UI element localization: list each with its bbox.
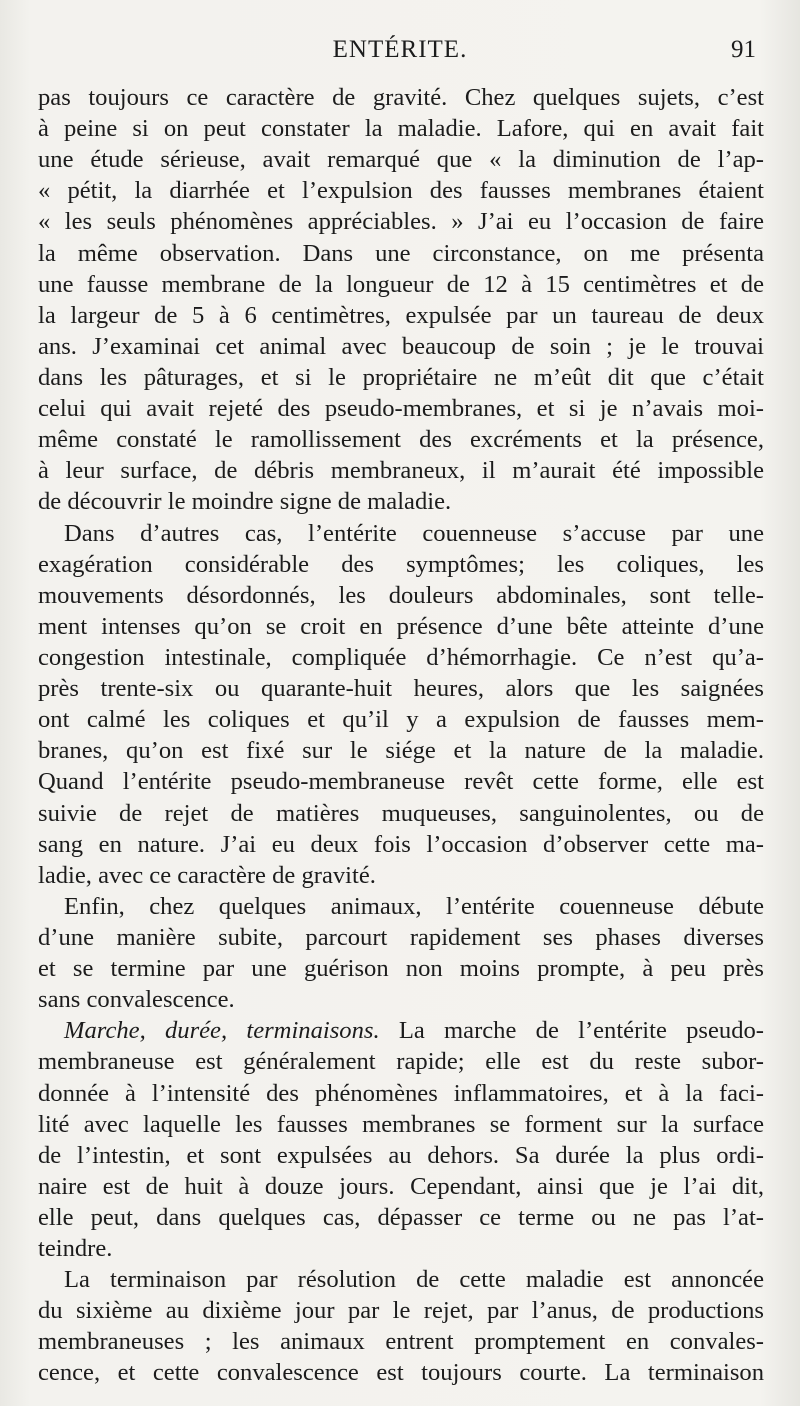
text-line: une étude sérieuse, avait remarqué que « la diminution de l’ap- [38, 146, 764, 174]
text-line: branes, qu’on est fixé sur le siége et la nature de la maladie. [38, 737, 764, 765]
text-line: ans. J’examinai cet animal avec beaucoup de soin ; je le trouvai [38, 332, 764, 360]
text-line: Enfin, chez quelques animaux, l’entérite couenneuse débute [64, 892, 764, 920]
text-line: membraneuse est généralement rapide; elle est du reste subor- [38, 1048, 764, 1076]
page-number: 91 [731, 36, 756, 63]
text-line: Quand l’entérite pseudo-membraneuse revêt cette forme, elle est [38, 768, 764, 796]
text-line: « les seuls phénomènes appréciables. » J’ai eu l’occasion de faire [38, 208, 764, 236]
text-line: celui qui avait rejeté des pseudo-membranes, et si je n’avais moi- [38, 395, 764, 423]
text-line: même constaté le ramollissement des excréments et la présence, [38, 426, 764, 454]
text-line: Marche, durée, terminaisons. La marche de l’entérite pseudo- [64, 1017, 764, 1045]
text-line: lité avec laquelle les fausses membranes se forment sur la surface [38, 1110, 764, 1138]
text-line: teindre. [38, 1235, 113, 1263]
running-head [0, 30, 800, 70]
text-line: de découvrir le moindre signe de maladie. [38, 488, 452, 516]
text-line: elle peut, dans quelques cas, dépasser ce terme ou ne pas l’at- [38, 1203, 764, 1231]
text-line: membraneuses ; les animaux entrent promptement en convales- [38, 1328, 764, 1356]
text-line: à leur surface, de débris membraneux, il m’aurait été impossible [38, 457, 764, 485]
text-line: donnée à l’intensité des phénomènes inflammatoires, et à la faci- [38, 1079, 764, 1107]
text-line: près trente-six ou quarante-huit heures, alors que les saignées [38, 675, 764, 703]
text-line: congestion intestinale, compliquée d’hémorrhagie. Ce n’est qu’a- [38, 643, 764, 671]
text-line: sang en nature. J’ai eu deux fois l’occasion d’observer cette ma- [38, 830, 764, 858]
body-text [38, 82, 764, 1389]
text-line: à peine si on peut constater la maladie. Lafore, qui en avait fait [38, 115, 764, 143]
text-line: dans les pâturages, et si le propriétaire ne m’eût dit que c’était [38, 363, 764, 391]
text-line: suivie de rejet de matières muqueuses, sanguinolentes, ou de [38, 799, 764, 827]
text-line: La terminaison par résolution de cette maladie est annoncée [64, 1266, 764, 1294]
italic-run-in-heading: Marche, durée, terminaisons. [64, 1017, 380, 1045]
text-line: naire est de huit à douze jours. Cependant, ainsi que je l’ai dit, [38, 1172, 764, 1200]
text-line: et se termine par une guérison non moins prompte, à peu près [38, 955, 764, 983]
text-line: d’une manière subite, parcourt rapidement ses phases diverses [38, 923, 764, 951]
text-line: la largeur de 5 à 6 centimètres, expulsée par un taureau de deux [38, 301, 764, 329]
running-title: ENTÉRITE. [332, 36, 468, 63]
text-line: mouvements désordonnés, les douleurs abdominales, sont telle- [38, 581, 764, 609]
text-line: ladie, avec ce caractère de gravité. [38, 861, 376, 889]
text-line: de l’intestin, et sont expulsées au dehors. Sa durée la plus ordi- [38, 1141, 764, 1169]
text-line: une fausse membrane de la longueur de 12 à 15 centimètres et de [38, 270, 764, 298]
text-line: la même observation. Dans une circonstance, on me présenta [38, 239, 764, 267]
text-line: « pétit, la diarrhée et l’expulsion des fausses membranes étaient [38, 177, 764, 205]
text-line: du sixième au dixième jour par le rejet, par l’anus, de productions [38, 1297, 764, 1325]
text-line: exagération considérable des symptômes; les coliques, les [38, 550, 764, 578]
text-line: ment intenses qu’on se croit en présence d’une bête atteinte d’une [38, 612, 764, 640]
text-line: cence, et cette convalescence est toujours courte. La terminaison [38, 1359, 764, 1387]
text-line: pas toujours ce caractère de gravité. Chez quelques sujets, c’est [38, 84, 764, 111]
text-line: ont calmé les coliques et qu’il y a expulsion de fausses mem- [38, 706, 764, 734]
text-line: sans convalescence. [38, 986, 235, 1014]
text-line: Dans d’autres cas, l’entérite couenneuse s’accuse par une [64, 519, 764, 547]
